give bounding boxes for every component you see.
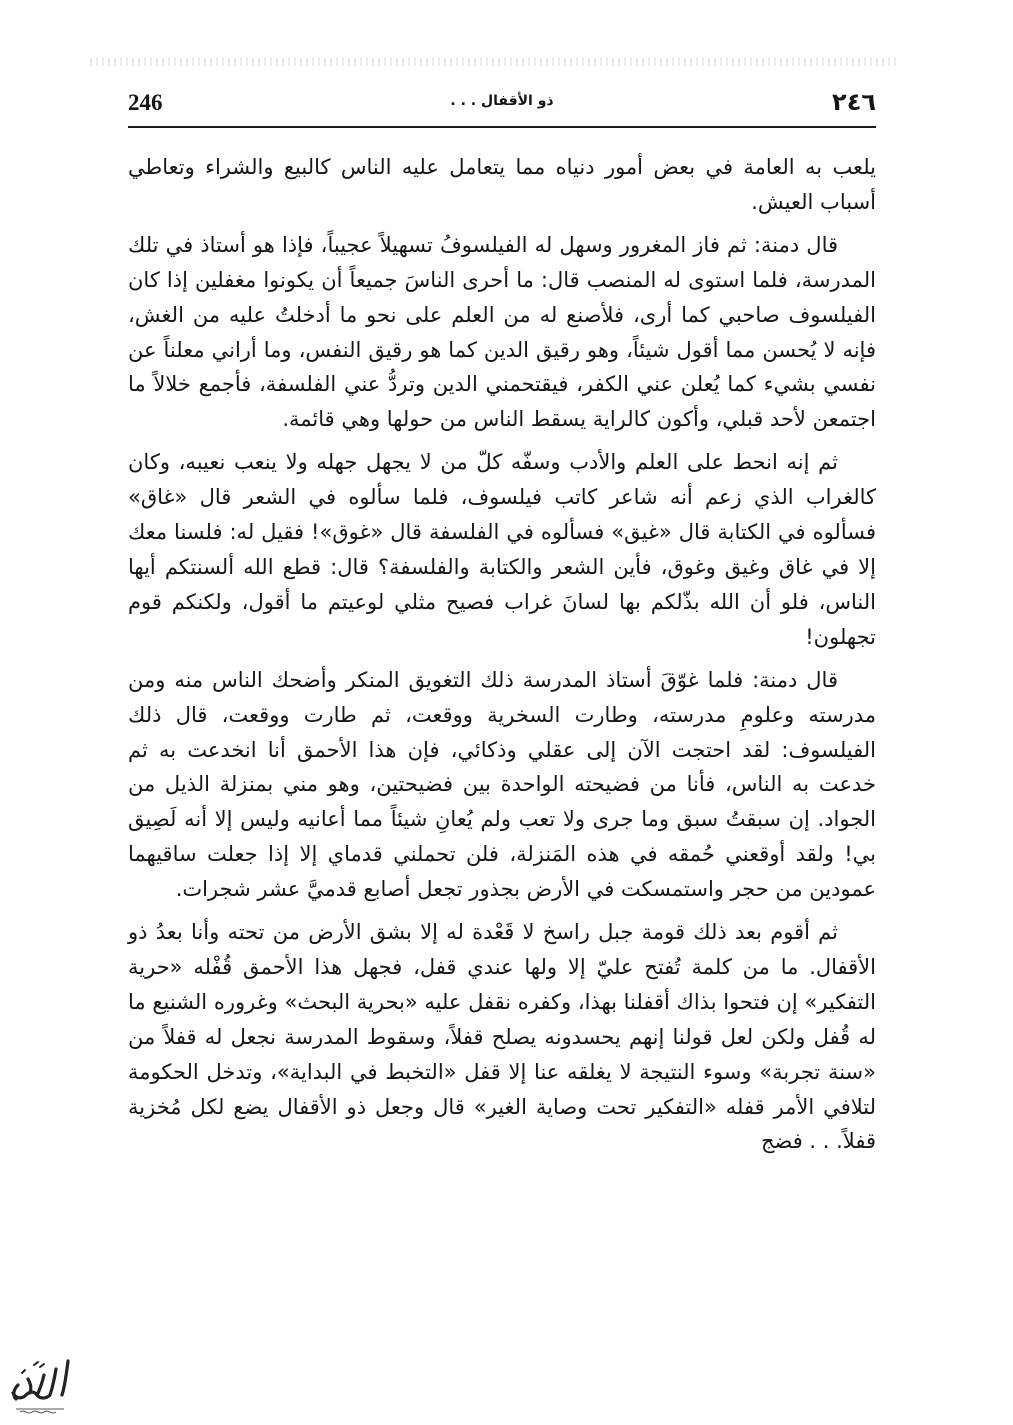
paragraph: ثم أقوم بعد ذلك قومة جبل راسخ لا قَعْدة له إلا بشق الأرض من تحته وأنا بعدُ ذو الأقفال. ما من كلمة تُفتح عليّ إلا ولها عندي قفل، فجهل هذا الأحمق قُفْله «حرية التفكير» إن فتحوا بذاك أقفلنا بهذا، وكفره نقفل عليه «بحرية البحث» وغروره الشنيع ما له قُفل ولكن لعل قولنا إنهم يحسدونه يصلح قفلاً، وسقوط المدرسة نجعل له قفلاً من «سنة تجربة» وسوء النتيجة لا يغلقه عنا إلا قفل «التخبط في البداية»، وتدخل الحكومة لتلافي الأمر قفله «التفكير تحت وصاية الغير» قال وجعل ذو الأقفال يضع لكل مُخزية قفلاً. . . فضج xyxy=(128,920,876,1154)
header-rule xyxy=(128,126,876,128)
page-number-latin: 246 xyxy=(128,90,163,115)
paragraph: ثم إنه انحط على العلم والأدب وسفّه كلّ من لا يجهل جهله ولا ينعب نعيبه، وكان كالغراب الذي زعم أنه شاعر كاتب فيلسوف، فلما سألوه في الشعر قال «غاق» فسألوه في الكتابة قال «غيق» فسألوه في الفلسفة قال «غوق»! فقيل له: فلسنا معك إلا في غاق وغيق وغوق، فأين الشعر والكتابة والفلسفة؟ قال: قطع الله ألسنتكم أيها الناس، فلو أن الله بذّلكم بها لسانَ غراب فصيح مثلي لوعيتم ما أقول، ولكنكم قوم تجهلون! xyxy=(128,450,876,649)
body-text xyxy=(128,150,876,1167)
calligraphy-logo-icon xyxy=(4,1355,74,1417)
paragraph: قال دمنة: فلما غوّقَ أستاذ المدرسة ذلك التغويق المنكر وأضحك الناس منه ومن مدرسته وعلومِ مدرسته، وطارت السخرية ووقعت، ثم طارت ووقعت، قال ذلك الفيلسوف: لقد احتجت الآن إلى عقلي وذكائي، فإن هذا الأحمق أنا انخدعت به ثم خدعت به الناس، فأنا من فضيحته الواحدة بين فضيحتين، وهو مني بمنزلة الذيل من الجواد. إن سبقتُ سبق وما جرى ولا تعب ولم يُعانِ شيئاً مما أعانيه وليس إلا أنه لَصِيق بي! ولقد أوقعني حُمقه في هذه المَنزلة، فلن تحملني قدماي إلا إذا جعلت ساقيهما عمودين من حجر واستمسكت في الأرض بجذور تجعل أصابع قدميَّ عشر شجرات. xyxy=(128,667,876,902)
paragraph: قال دمنة: ثم فاز المغرور وسهل له الفيلسوفُ تسهيلاً عجيباً، فإذا هو أستاذ في تلك المدرسة، فلما استوى له المنصب قال: ما أحرى الناسَ جميعاً أن يكونوا مغفلين إذا كان الفيلسوف صاحبي كما أرى، فلأصنع له من العلم على نحو ما أدخلتُ عليه من الغش، فإنه لا يُحسن مما أقول شيئاً، وهو رقيق الدين كما هو رقيق النفس، وما أراني معلناً عن نفسي بشيء كما يُعلن عني الكفر، فيقتحمني الدين وتردُّ عني الفلسفة، فأجمع خلالاً ما اجتمعن لأحد قبلي، وأكون كالراية يسقط الناس من حولها وهي قائمة. xyxy=(128,232,876,432)
scan-artifact xyxy=(90,58,900,66)
page-number-arabic: ٢٤٦ xyxy=(832,88,876,116)
running-title: ذو الأقفال . . . xyxy=(450,93,554,109)
page-header xyxy=(128,88,876,122)
paragraph: يلعب به العامة في بعض أمور دنياه مما يتعامل عليه الناس كالبيع والشراء وتعاطي أسباب العيش. xyxy=(128,155,876,214)
watermark-logo xyxy=(4,1355,74,1417)
